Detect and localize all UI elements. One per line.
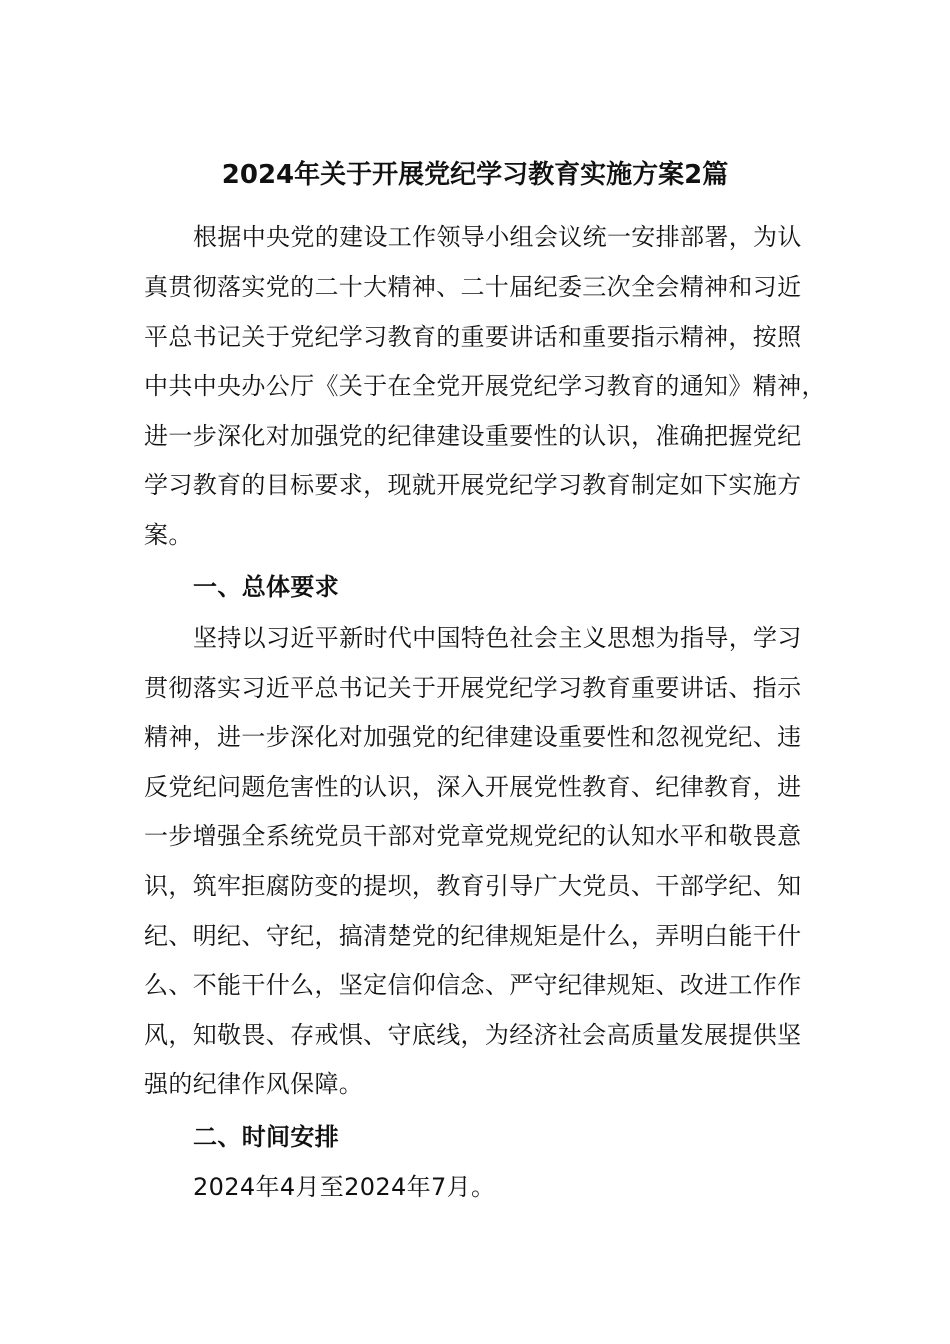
section1-line-7: 纪、明纪、守纪，搞清楚党的纪律规矩是什么，弄明白能干什	[144, 922, 802, 950]
intro-line-6: 学习教育的目标要求，现就开展党纪学习教育制定如下实施方	[144, 471, 802, 499]
section1-line-10: 强的纪律作风保障。	[144, 1070, 364, 1098]
section1-line-5: 一步增强全系统党员干部对党章党规党纪的认知水平和敬畏意	[144, 822, 802, 850]
section1-line-4: 反党纪问题危害性的认识，深入开展党性教育、纪律教育，进	[144, 773, 802, 801]
intro-line-7: 案。	[144, 521, 193, 549]
section1-line-9: 风，知敬畏、存戒惧、守底线，为经济社会高质量发展提供坚	[144, 1021, 802, 1049]
section2-line-1: 2024年4月至2024年7月。	[193, 1173, 496, 1201]
section-heading-overall-requirements: 一、总体要求	[193, 573, 340, 601]
section-heading-time-schedule: 二、时间安排	[193, 1123, 340, 1151]
section1-line-8: 么、不能干什么，坚定信仰信念、严守纪律规矩、改进工作作	[144, 971, 802, 999]
section1-line-2: 贯彻落实习近平总书记关于开展党纪学习教育重要讲话、指示	[144, 674, 802, 702]
intro-line-3: 平总书记关于党纪学习教育的重要讲话和重要指示精神，按照	[144, 323, 802, 351]
intro-line-4: 中共中央办公厅《关于在全党开展党纪学习教育的通知》精神，	[144, 372, 826, 400]
intro-line-2: 真贯彻落实党的二十大精神、二十届纪委三次全会精神和习近	[144, 273, 802, 301]
intro-line-1: 根据中央党的建设工作领导小组会议统一安排部署，为认	[193, 223, 802, 251]
section1-line-1: 坚持以习近平新时代中国特色社会主义思想为指导，学习	[193, 624, 802, 652]
document-title: 2024年关于开展党纪学习教育实施方案2篇	[221, 160, 729, 190]
section1-line-3: 精神，进一步深化对加强党的纪律建设重要性和忽视党纪、违	[144, 723, 802, 751]
intro-line-5: 进一步深化对加强党的纪律建设重要性的认识，准确把握党纪	[144, 422, 802, 450]
section1-line-6: 识，筑牢拒腐防变的提坝，教育引导广大党员、干部学纪、知	[144, 872, 802, 900]
